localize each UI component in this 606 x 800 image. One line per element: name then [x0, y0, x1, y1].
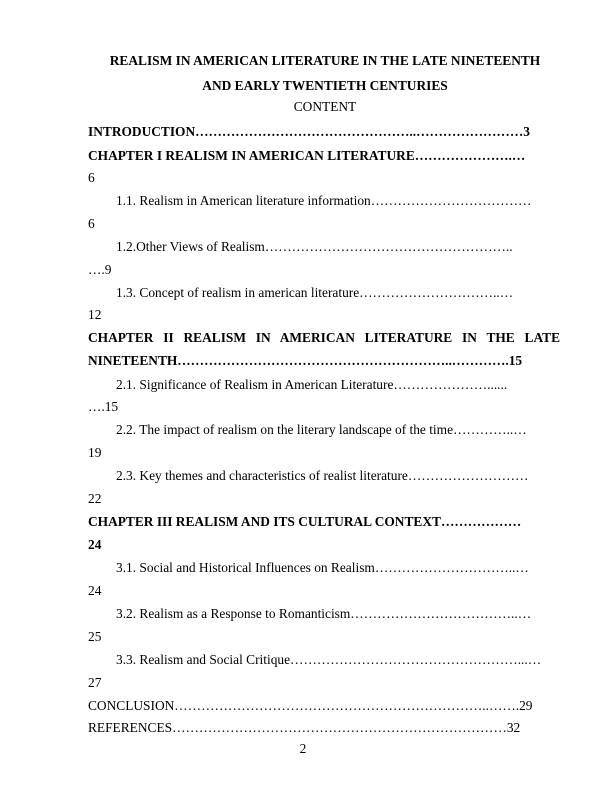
toc-entry-section-3-1: 3.1. Social and Historical Influences on Realism…………………………..… [116, 560, 529, 575]
toc-page-section-3-1: 24 [88, 583, 102, 598]
toc-entry-section-3-2: 3.2. Realism as a Response to Romanticism………………………………..… [116, 606, 532, 621]
document-title-line-2: AND EARLY TWENTIETH CENTURIES [202, 78, 448, 93]
content-heading: CONTENT [293, 99, 357, 114]
toc-entry-chapter-2-continued: NINETEENTH……………………………………………………..………….15 [88, 353, 523, 368]
toc-page-section-3-3: 27 [88, 675, 102, 690]
toc-page-section-3-2: 25 [88, 629, 102, 644]
toc-entry-chapter-3: CHAPTER III REALISM AND ITS CULTURAL CONTEXT……………… [88, 514, 522, 529]
toc-entry-section-3-3: 3.3. Realism and Social Critique……………………………………………...… [116, 652, 542, 667]
toc-page-section-1-1: 6 [88, 216, 95, 231]
toc-entry-section-1-1: 1.1. Realism in American literature information……………………………… [116, 193, 532, 208]
document-title-line-1: REALISM IN AMERICAN LITERATURE IN THE LATE NINETEENTH [109, 53, 541, 68]
toc-entry-section-2-2: 2.2. The impact of realism on the literary landscape of the time…………..… [116, 422, 527, 437]
toc-entry-conclusion: CONCLUSION……………………………………………………………..…….29 [88, 698, 533, 713]
toc-page-section-2-3: 22 [88, 491, 102, 506]
toc-page-section-2-2: 19 [88, 445, 102, 460]
toc-entry-section-2-1: 2.1. Significance of Realism in American Literature…………………...... [116, 377, 508, 392]
toc-entry-chapter-1: CHAPTER I REALISM IN AMERICAN LITERATURE………………….… [88, 148, 526, 163]
toc-page-section-1-3: 12 [88, 307, 102, 322]
toc-entry-section-1-3: 1.3. Concept of realism in american literature…………………………..… [116, 285, 514, 300]
toc-entry-introduction: INTRODUCTION…………………………………………..……………………3 [88, 124, 530, 139]
toc-page-section-2-1: ….15 [88, 399, 119, 414]
toc-entry-references: REFERENCES…………………………………………………………………32 [88, 720, 521, 735]
toc-page-section-1-2: ….9 [88, 262, 112, 277]
toc-page-chapter-3: 24 [88, 537, 102, 552]
page-number: 2 [299, 741, 307, 756]
toc-entry-section-2-3: 2.3. Key themes and characteristics of realist literature……………………… [116, 468, 529, 483]
toc-entry-section-1-2: 1.2.Other Views of Realism……………………………………………….. [116, 239, 513, 254]
toc-entry-chapter-2: CHAPTER II REALISM IN AMERICAN LITERATURE IN THE LATE [88, 330, 560, 345]
toc-page-chapter-1: 6 [88, 170, 95, 185]
